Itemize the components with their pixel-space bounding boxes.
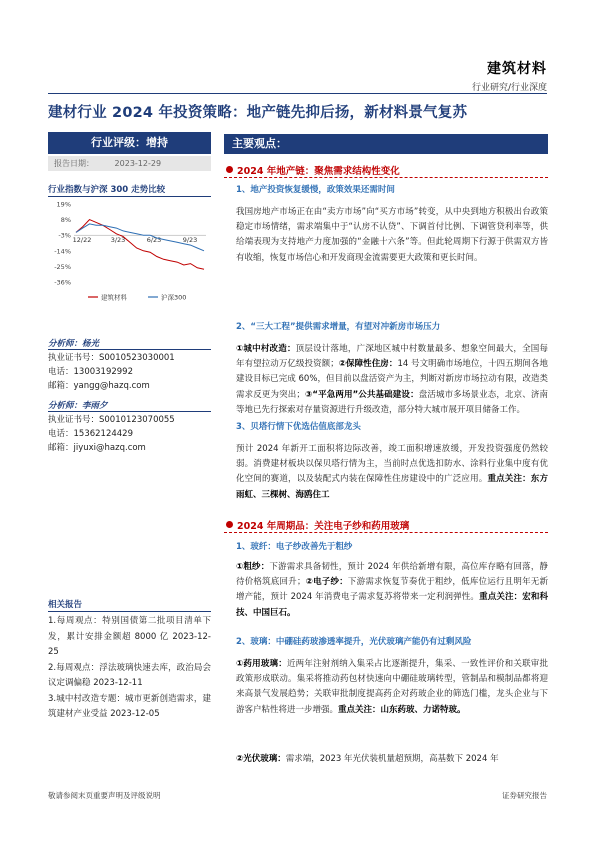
analyst2-rule xyxy=(48,411,211,412)
header-rule xyxy=(48,93,547,94)
report-date-bar xyxy=(48,156,211,171)
legend-label: 建筑材料 xyxy=(101,293,127,302)
bullet-icon xyxy=(226,166,233,173)
legend-label: 沪深300 xyxy=(161,293,187,302)
index-comparison-chart xyxy=(48,198,211,306)
y-tick-label: 8% xyxy=(60,216,71,225)
analyst1-cert: 执业证书号：S0010523030001 xyxy=(48,353,175,363)
x-tick-label: 9/23 xyxy=(182,236,198,245)
s2-heading-1: 1、玻纤：电子纱改善先于粗纱 xyxy=(236,542,353,552)
y-tick-label: -14% xyxy=(54,247,71,256)
section1-rule xyxy=(224,177,548,178)
y-tick-label: -36% xyxy=(54,278,71,287)
analyst1-email[interactable]: 邮箱：yangg@hazq.com xyxy=(48,381,150,391)
x-tick-label: 6/23 xyxy=(146,236,162,245)
s1-paragraph-3: 预计 2024 年新开工面积将边际改善，竣工面积增速放缓，开发投资强度仍然较弱。消费建材板块以保贝塔行情为主，当前时点优选扣防水、涂料行业集中度有优化空间的赛道，以及装配式内装在保障性住房建设中的广泛应用。重点关注：东方雨虹、三棵树、海鸥住工 xyxy=(236,444,548,500)
related-rule xyxy=(48,611,211,612)
footer-label: 证券研究报告 xyxy=(502,791,547,800)
related-reports-label: 相关报告 xyxy=(48,600,83,610)
industry-rating: 行业评级：增持 xyxy=(48,132,211,154)
related-reports-list xyxy=(48,614,211,723)
chart-rule xyxy=(48,196,211,197)
s2-paragraph-1: ①粗纱：下游需求具备韧性，预计 2024 年供给新增有限，高位库存略有回落，静待价格筑底回升；②电子纱：下游需求恢复节奏优于粗纱，低库位运行且明年无新增产能，预计 2024 年消费电子需求复苏将带来一定利润弹性。重点关注：宏和科技、中国巨石。 xyxy=(236,562,548,618)
analyst1-phone: 电话：13003192992 xyxy=(48,367,133,377)
chart-title: 行业指数与沪深 300 走势比较 xyxy=(48,185,166,195)
section1-title: 2024 年地产链：聚焦需求结构性变化 xyxy=(226,163,400,177)
analyst2-cert: 执业证书号：S0010123070055 xyxy=(48,415,175,425)
s2-paragraph-3: ②光伏玻璃：需求端，2023 年光伏装机量超预期，高基数下 2024 年 xyxy=(236,754,499,764)
x-tick-label: 12/22 xyxy=(72,236,92,245)
section2-rule xyxy=(224,532,548,533)
related-report-item[interactable]: 3.城中村改造专题：城市更新创造需求，建筑建材产业受益 2023-12-05 xyxy=(48,693,211,719)
s1-heading-1: 1、地产投资恢复缓慢，政策效果还需时间 xyxy=(236,185,395,195)
s2-heading-2: 2、玻璃：中硼硅药玻渗透率提升，光伏玻璃产能仍有过剩风险 xyxy=(236,637,472,647)
analyst1-rule xyxy=(48,349,211,350)
related-report-item[interactable]: 2.每周观点：浮法玻璃快速去库，政治局会议定调偏稳 2023-12-11 xyxy=(48,662,211,688)
report-title: 建材行业 2024 年投资策略：地产链先抑后扬，新材料景气复苏 xyxy=(48,105,468,121)
analyst2-email[interactable]: 邮箱：jiyuxi@hazq.com xyxy=(48,443,146,453)
footer-disclaimer: 敬请参阅末页重要声明及评级说明 xyxy=(48,791,161,800)
analyst2-phone: 电话：15362124429 xyxy=(48,429,133,439)
s1-heading-2: 2、“三大工程”提供需求增量，有望对冲新房市场压力 xyxy=(236,322,441,332)
y-tick-label: -3% xyxy=(58,231,71,240)
analyst2-label: 分析师：李雨夕 xyxy=(48,401,108,411)
x-tick-label: 3/23 xyxy=(110,236,126,245)
main-points-title: 主要观点： xyxy=(224,134,548,154)
doc-type: 行业研究/行业深度 xyxy=(471,83,547,93)
y-tick-label: -25% xyxy=(54,262,71,271)
y-tick-label: 19% xyxy=(56,200,71,209)
report-date-label: 报告日期： xyxy=(54,159,94,168)
section2-title: 2024 年周期品：关注电子纱和药用玻璃 xyxy=(226,518,409,532)
s1-paragraph-1: 我国房地产市场正在由“卖方市场”向“买方市场”转变，从中央到地方积极出台政策稳定市场情绪，需求端集中于“认房不认贷”、下调首付比例、下调管贷利率等，供给端表现为支持地产力度加强的“金融十六条”等。但此轮周期下行源于供需双方皆有收缩，恢复市场信心和开发商现金流需要更大政策和更长时间。 xyxy=(236,207,548,263)
bullet-icon xyxy=(226,521,233,528)
s1-paragraph-2: ①城中村改造：顶层设计落地，广深地区城中村数量最多、想象空间最大，全国每年有望拉动万亿级投资额；②保障性住房：14 号文明确市场地位，十四五期间各地建设目标已完成 60%，但目前以盘活资产为主，判断对新房市场拉动有限，改造类需求反更为突出；③“平急两用”公共基础建设：盘活城市多场景业态，北京、济南等地已先行探索对存量资源进行升级改造，部分特大城市展开项目储备工作。 xyxy=(236,344,548,415)
s1-heading-3: 3、贝塔行情下优选估值底部龙头 xyxy=(236,422,361,432)
analyst1-label: 分析师：杨光 xyxy=(48,339,100,349)
report-date: 2023-12-29 xyxy=(114,159,162,168)
related-report-item[interactable]: 1.每周观点：特别国债第二批项目清单下发，累计安排金额超 8000 亿 2023-12-25 xyxy=(48,616,211,657)
sector-label: 建筑材料 xyxy=(487,61,547,77)
s2-paragraph-2: ①药用玻璃：近两年注射剂纳入集采占比逐渐提升，集采、一致性评价和关联审批政策形成联动。集采将推动药包材快速向中硼硅玻璃转型，管制品和模制品都将迎来高景气发展趋势；关联审批制度提高药企对药玻企业的筛选门槛，龙头企业与下游客户粘性将进一步增强。重点关注：山东药玻、力诺特玻。 xyxy=(236,659,548,715)
